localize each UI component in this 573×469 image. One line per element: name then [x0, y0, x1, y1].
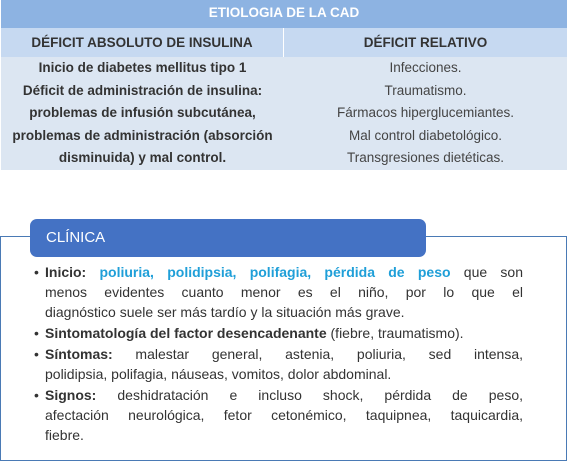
etiology-table: [1, 0, 567, 170]
inicio-line-3: diagnóstico suele ser más tardío y la situación más grave.: [45, 304, 405, 320]
sintomatologia-label: Sintomatología del factor desencadenante: [45, 325, 327, 341]
list-item-inicio: [45, 262, 523, 322]
absolute-deficit-cell: [1, 57, 284, 170]
signos-label: Signos:: [45, 387, 97, 403]
list-item-sintomatologia: [45, 323, 523, 343]
inicio-highlight: poliuria, polidipsia, polifagia, pérdida de peso: [99, 264, 451, 280]
clinical-heading: CLÍNICA: [30, 219, 426, 257]
relative-line: Mal control diabetológico.: [348, 127, 503, 143]
relative-line: Fármacos hiperglucemiantes.: [336, 105, 515, 121]
sintomas-line-2: polidipsia, polifagia, náuseas, vomitos, dolor abdominal.: [45, 366, 392, 382]
list-item-signos: [45, 385, 523, 445]
absolute-line: Déficit de administración de insulina:: [22, 82, 263, 98]
inicio-text: que son: [450, 264, 523, 280]
absolute-line: problemas de infusión subcutánea,: [29, 105, 256, 121]
header-relative-deficit: DÉFICIT RELATIVO: [284, 28, 567, 57]
inicio-line-2: menos evidentes cuanto menor es el niño, por lo que el: [45, 284, 523, 300]
relative-line: Traumatismo.: [384, 82, 467, 98]
table-header-row: [1, 28, 567, 57]
signos-text: deshidratación e incluso shock, pérdida de peso,: [96, 387, 523, 403]
relative-line: Transgresiones dietéticas.: [346, 150, 505, 166]
table-body-row: [1, 57, 567, 170]
inicio-label: Inicio:: [45, 264, 87, 280]
absolute-line: Inicio de diabetes mellitus tipo 1: [38, 60, 247, 76]
clinical-list: [45, 262, 523, 446]
signos-line-3: fiebre.: [45, 427, 84, 443]
absolute-line: disminuida) y mal control.: [58, 150, 227, 166]
sintomas-label: Síntomas:: [45, 346, 113, 362]
sintomas-text: malestar general, astenia, poliuria, sed intensa,: [112, 346, 523, 362]
sintomatologia-text: (fiebre, traumatismo).: [326, 325, 464, 341]
relative-deficit-cell: [284, 57, 567, 170]
relative-line: Infecciones.: [389, 60, 462, 76]
table-title: ETIOLOGIA DE LA CAD: [1, 0, 567, 28]
signos-line-2: afectación neurológica, fetor cetonémico, taquipnea, taquicardia,: [45, 407, 523, 423]
header-absolute-deficit: DÉFICIT ABSOLUTO DE INSULINA: [1, 28, 284, 57]
list-item-sintomas: [45, 344, 523, 384]
absolute-line: problemas de administración (absorción: [12, 127, 273, 143]
